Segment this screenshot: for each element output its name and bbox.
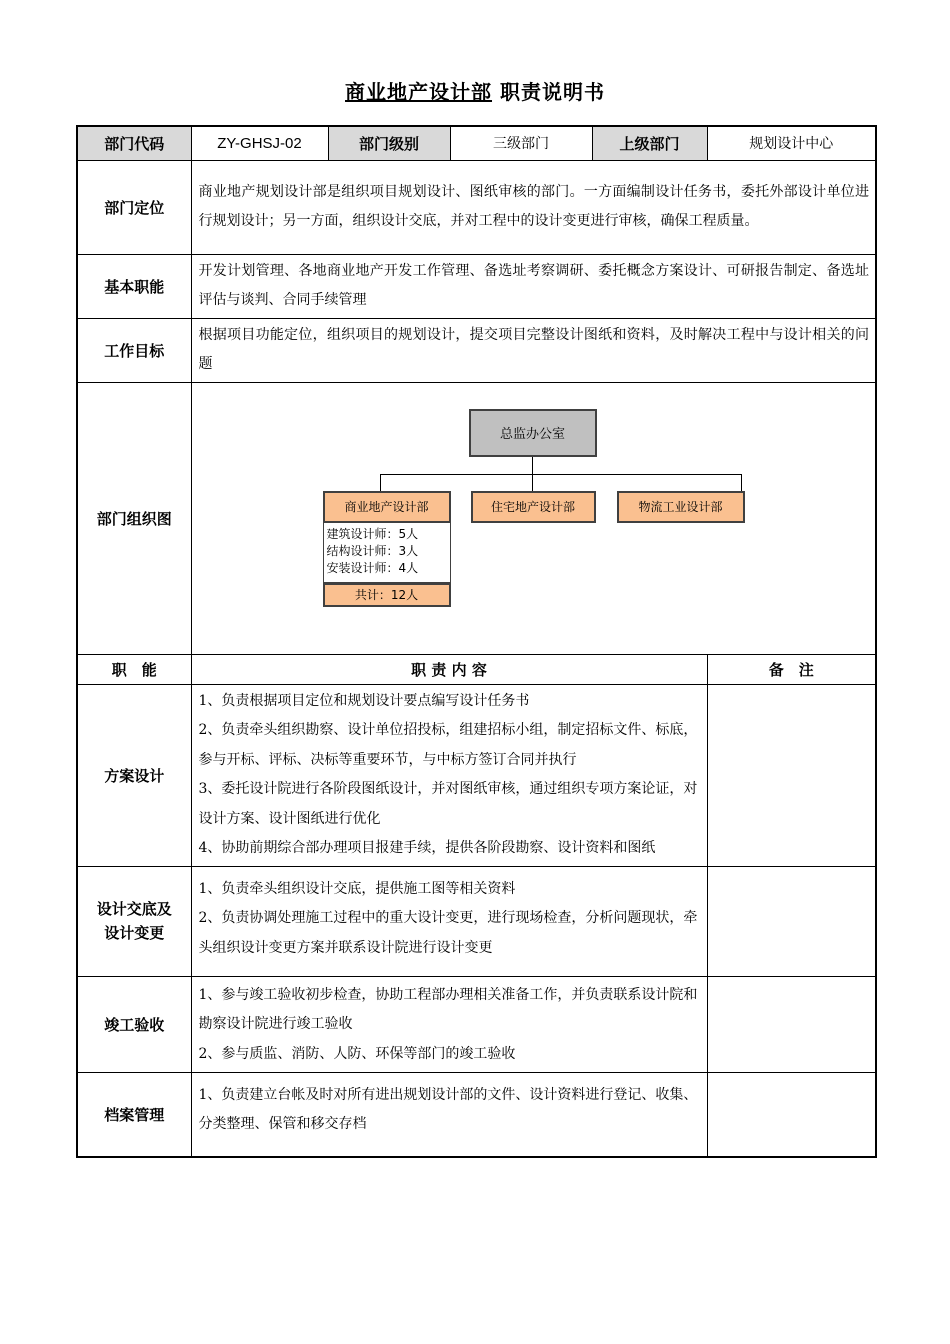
goals-text: 根据项目功能定位，组织项目的规划设计，提交项目完整设计图纸和资料，及时解决工程中与设计相关的问题: [191, 318, 876, 382]
org-staff-line: 建筑设计师：5人: [326, 526, 419, 541]
title-sub: 职责说明书: [499, 80, 605, 104]
parent-dept-value: 规划设计中心: [707, 126, 876, 160]
goals-row: [77, 318, 876, 382]
duty-name: 方案设计: [77, 684, 191, 866]
duty-row: [77, 976, 876, 1072]
duty-name: 竣工验收: [77, 976, 191, 1072]
remark-col-header: 备 注: [707, 654, 876, 684]
document-title: [0, 76, 950, 105]
functions-row: [77, 254, 876, 318]
org-connector: [380, 474, 381, 491]
header-row: [77, 126, 876, 160]
duty-item: 2、负责协调处理施工过程中的重大设计变更，进行现场检查，分析问题现状，牵头组织设计变更方案并联系设计院进行设计变更: [198, 910, 698, 956]
duty-item: 4、协助前期综合部办理项目报建手续，提供各阶段勘察、设计资料和图纸: [198, 840, 656, 856]
responsibility-table: [76, 125, 877, 1158]
org-top-box: 总监办公室: [469, 409, 597, 457]
duty-item: 1、负责建立台帐及时对所有进出规划设计部的文件、设计资料进行登记、收集、分类整理、保管和移交存档: [198, 1086, 698, 1132]
org-connector: [532, 474, 533, 491]
content-col-header: 职 责 内 容: [191, 654, 707, 684]
duty-item: 3、委托设计院进行各阶段图纸设计，并对图纸审核，通过组织专项方案论证，对设计方案、设计图纸进行优化: [198, 781, 698, 827]
org-chart-cell: [191, 382, 876, 654]
org-connector: [741, 474, 742, 491]
duty-row: [77, 866, 876, 976]
org-total-box: 共计：12人: [323, 583, 451, 607]
duty-item: 2、负责牵头组织勘察、设计单位招投标，组建招标小组，制定招标文件、标底，参与开标、评标、决标等重要环节，与中标方签订合同并执行: [198, 722, 698, 768]
dept-level-value: 三级部门: [450, 126, 592, 160]
org-connector: [532, 457, 533, 474]
duty-content: [191, 684, 707, 866]
duty-row: [77, 684, 876, 866]
positioning-label: 部门定位: [77, 160, 191, 254]
goals-label: 工作目标: [77, 318, 191, 382]
duty-item: 1、负责根据项目定位和规划设计要点编写设计任务书: [198, 692, 530, 709]
org-staff-line: 结构设计师：3人: [326, 543, 419, 558]
org-connector: [380, 474, 741, 475]
org-child-box: 商业地产设计部: [323, 491, 451, 523]
duty-row: [77, 1072, 876, 1157]
duty-name-line: 设计交底及: [96, 900, 172, 918]
duty-item: 1、负责牵头组织设计交底，提供施工图等相关资料: [198, 880, 516, 897]
duty-remark: [707, 866, 876, 976]
duty-name-line: 设计变更: [104, 924, 165, 942]
org-child-box: 物流工业设计部: [617, 491, 745, 523]
duty-item: 2、参与质监、消防、人防、环保等部门的竣工验收: [198, 1045, 516, 1062]
positioning-text: 商业地产规划设计部是组织项目规划设计、图纸审核的部门。一方面编制设计任务书，委托外部设计单位进行规划设计；另一方面，组织设计交底，并对工程中的设计变更进行审核，确保工程质量。: [191, 160, 876, 254]
dept-code-value: ZY-GHSJ-02: [191, 126, 328, 160]
org-row: [77, 382, 876, 654]
parent-dept-label: 上级部门: [592, 126, 707, 160]
duty-content: [191, 976, 707, 1072]
duty-content: [191, 1072, 707, 1157]
duties-header-row: [77, 654, 876, 684]
functions-text: 开发计划管理、各地商业地产开发工作管理、备选址考察调研、委托概念方案设计、可研报告制定、备选址评估与谈判、合同手续管理: [191, 254, 876, 318]
duty-remark: [707, 1072, 876, 1157]
positioning-row: [77, 160, 876, 254]
title-main: 商业地产设计部: [345, 80, 493, 104]
org-label: 部门组织图: [77, 382, 191, 654]
org-staff-line: 安装设计师：4人: [326, 560, 419, 575]
dept-code-label: 部门代码: [77, 126, 191, 160]
duty-name: 档案管理: [77, 1072, 191, 1157]
duty-remark: [707, 976, 876, 1072]
function-col-header: 职 能: [77, 654, 191, 684]
duty-content: [191, 866, 707, 976]
duty-remark: [707, 684, 876, 866]
org-child-box: 住宅地产设计部: [471, 491, 596, 523]
dept-level-label: 部门级别: [328, 126, 450, 160]
duty-name: [77, 866, 191, 976]
functions-label: 基本职能: [77, 254, 191, 318]
org-staff-box: [323, 523, 451, 583]
duty-item: 1、参与竣工验收初步检查，协助工程部办理相关准备工作，并负责联系设计院和勘察设计院进行竣工验收: [198, 986, 698, 1032]
